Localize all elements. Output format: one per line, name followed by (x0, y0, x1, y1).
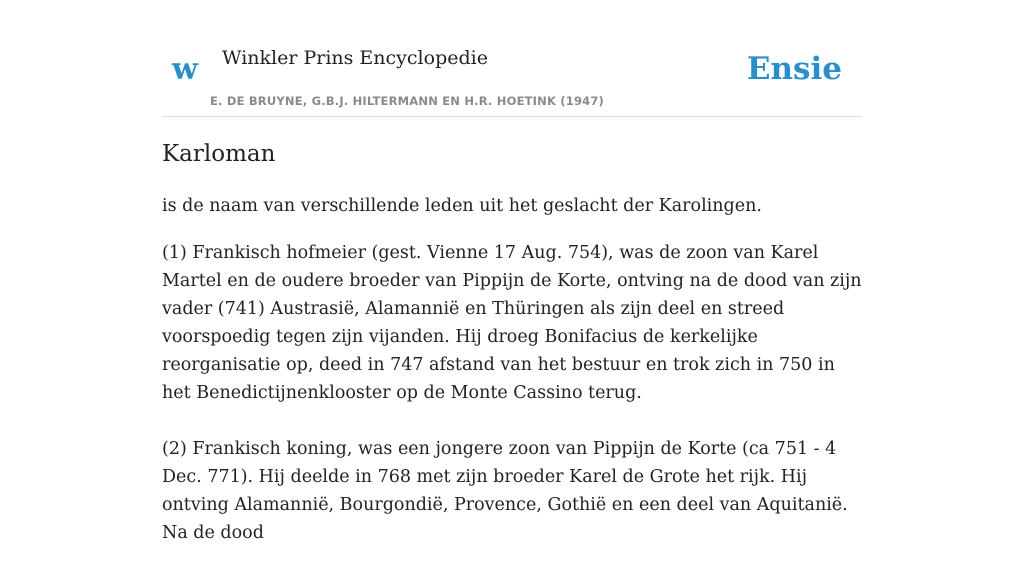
entry-intro: is de naam van verschillende leden uit het geslacht der Karolingen. (162, 196, 762, 216)
book-title[interactable]: Winkler Prins Encyclopedie (222, 47, 488, 69)
encyclopedia-logo[interactable]: w (172, 52, 198, 87)
book-authors: E. DE BRUYNE, G.B.J. HILTERMANN EN H.R. HOETINK (1947) (210, 94, 605, 108)
page (162, 0, 862, 543)
header (162, 0, 862, 117)
entry-paragraph-2: (2) Frankisch koning, was een jongere zoon van Pippijn de Korte (ca 751 - 4 Dec. 771). Hij deelde in 768 met zijn broeder Karel de Grote het rijk. Hij ontving Alamannië, Bourgondië, Provence, Gothië en een deel van Aquitanië. Na de dood (162, 439, 848, 543)
entry-paragraph-1: (1) Frankisch hofmeier (gest. Vienne 17 Aug. 754), was de zoon van Karel Martel en de oudere broeder van Pippijn de Korte, ontving na de dood van zijn vader (741) Austrasië, Alamannië en Thüringen als zijn deel en streed voorspoedig tegen zijn vijanden. Hij droeg Bonifacius de kerkelijke reorganisatie op, deed in 747 afstand van het bestuur en trok zich in 750 in het Benedictijnenklooster op de Monte Cassino terug. (162, 243, 862, 403)
entry-title: Karloman (162, 141, 276, 167)
brand-logo[interactable]: Ensie (746, 51, 842, 87)
entry-body (162, 192, 862, 566)
